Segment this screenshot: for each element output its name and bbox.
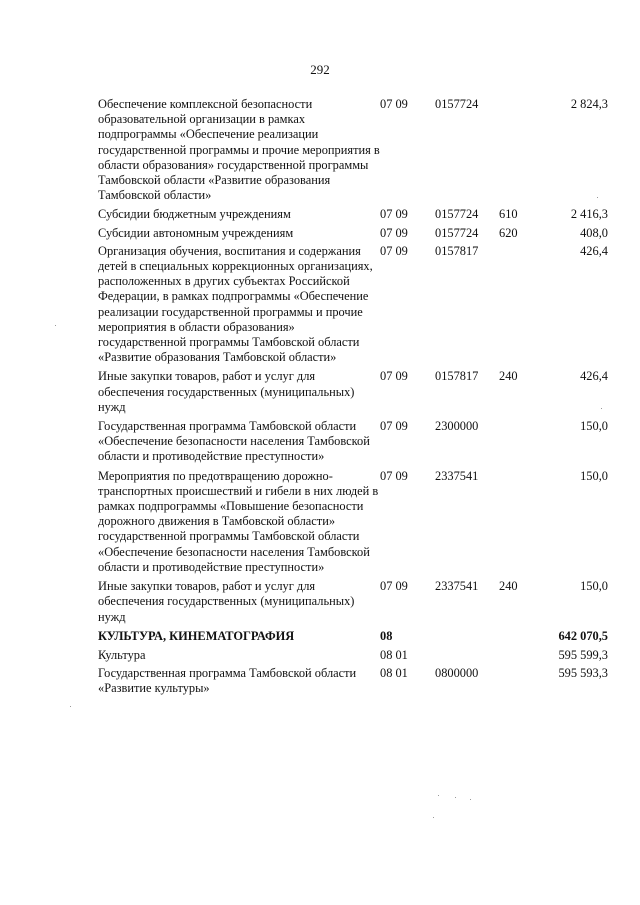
row-target-article: 0157724	[435, 97, 479, 111]
scan-speck	[597, 197, 598, 198]
row-target-article	[435, 629, 499, 648]
row-section: 07 09	[380, 468, 408, 483]
row-target-article	[435, 648, 499, 666]
row-section: 08 01	[380, 666, 408, 681]
row-amount: 426,4	[580, 369, 608, 384]
table-row	[98, 629, 608, 648]
row-amount: 426,4	[580, 243, 608, 258]
table-row	[98, 419, 608, 469]
page-number: 292	[310, 62, 330, 77]
row-name: Организация обучения, воспитания и содержания детей в специальных коррекционных организациях, расположенных в других субъектах Российской Федерации, в рамках подпрограммы «Обеспечение реализации государственной программы и прочие мероприятия в области образования» государственной программы Тамбовской области «Развитие образования Тамбовской области»	[98, 243, 373, 365]
row-expense-type	[499, 629, 535, 648]
table-row	[98, 666, 608, 700]
row-expense-type: 610	[499, 207, 518, 222]
scan-speck	[601, 408, 602, 409]
row-expense-type	[499, 419, 535, 469]
row-expense-type	[499, 469, 535, 579]
row-amount: 2 416,3	[570, 207, 608, 222]
row-section: 07 09	[380, 97, 408, 111]
row-name: Субсидии бюджетным учреждениям	[98, 207, 291, 222]
row-section: 07 09	[380, 225, 408, 240]
table-row	[98, 226, 608, 244]
row-name: КУЛЬТУРА, КИНЕМАТОГРАФИЯ	[98, 628, 295, 643]
scan-speck	[55, 325, 56, 326]
row-target-article: 2300000	[435, 419, 479, 434]
row-name: Субсидии автономным учреждениям	[98, 225, 294, 240]
row-target-article: 0800000	[435, 666, 479, 681]
scan-speck	[470, 799, 471, 800]
row-target-article: 2337541	[435, 468, 479, 483]
budget-table	[98, 97, 608, 701]
row-expense-type: 240	[499, 369, 518, 384]
row-name: Иные закупки товаров, работ и услуг для обеспечения государственных (муниципальных) нужд	[98, 579, 355, 624]
row-expense-type: 240	[499, 579, 518, 594]
row-amount: 150,0	[580, 579, 608, 594]
table-row	[98, 469, 608, 579]
row-target-article: 2337541	[435, 579, 479, 594]
row-name: Мероприятия по предотвращению дорожно-транспортных происшествий и гибели в них людей в рамках подпрограммы «Повышение безопасности дорожного движения в Тамбовской области» государственной программы Тамбовской области «Обеспечение безопасности населения Тамбовской области и противодействие преступности»	[98, 468, 379, 574]
row-section: 07 09	[380, 579, 408, 594]
row-target-article: 0157724	[435, 225, 479, 240]
scan-speck	[455, 797, 456, 798]
row-name: Культура	[98, 647, 146, 662]
scan-speck	[438, 795, 439, 796]
table-row	[98, 244, 608, 370]
row-expense-type	[499, 648, 535, 666]
row-name: Иные закупки товаров, работ и услуг для обеспечения государственных (муниципальных) нужд	[98, 369, 355, 414]
row-expense-type: 620	[499, 225, 518, 240]
row-amount: 150,0	[580, 419, 608, 434]
row-target-article: 0157817	[435, 369, 479, 384]
row-target-article: 0157724	[435, 207, 479, 222]
row-name: Государственная программа Тамбовской области «Обеспечение безопасности населения Тамбовской области и противодействие преступности»	[98, 419, 370, 464]
row-amount: 595 593,3	[558, 666, 608, 681]
row-amount: 408,0	[580, 225, 608, 240]
table-row	[98, 207, 608, 225]
scan-speck	[70, 706, 71, 707]
row-expense-type	[499, 666, 535, 700]
row-name: Государственная программа Тамбовской области «Развитие культуры»	[98, 666, 357, 696]
row-section: 07 09	[380, 207, 408, 222]
row-amount: 150,0	[580, 468, 608, 483]
table-row	[98, 97, 608, 207]
row-section: 08	[380, 628, 393, 643]
table-row	[98, 579, 608, 629]
scan-speck	[433, 817, 434, 818]
row-section: 08 01	[380, 647, 408, 662]
table-row	[98, 648, 608, 666]
row-expense-type	[499, 244, 535, 370]
row-section: 07 09	[380, 369, 408, 384]
row-amount: 642 070,5	[558, 628, 608, 643]
row-amount: 595 599,3	[558, 647, 608, 662]
row-expense-type	[499, 97, 535, 207]
row-section: 07 09	[380, 419, 408, 434]
row-section: 07 09	[380, 243, 408, 258]
table-row	[98, 369, 608, 419]
row-name: Обеспечение комплексной безопасности образовательной организации в рамках подпрограммы «Обеспечение реализации государственной программы и прочие мероприятия в области образования» государственной программы Тамбовской области «Развитие образования Тамбовской области»	[98, 97, 380, 203]
row-amount: 2 824,3	[570, 97, 608, 111]
row-target-article: 0157817	[435, 243, 479, 258]
